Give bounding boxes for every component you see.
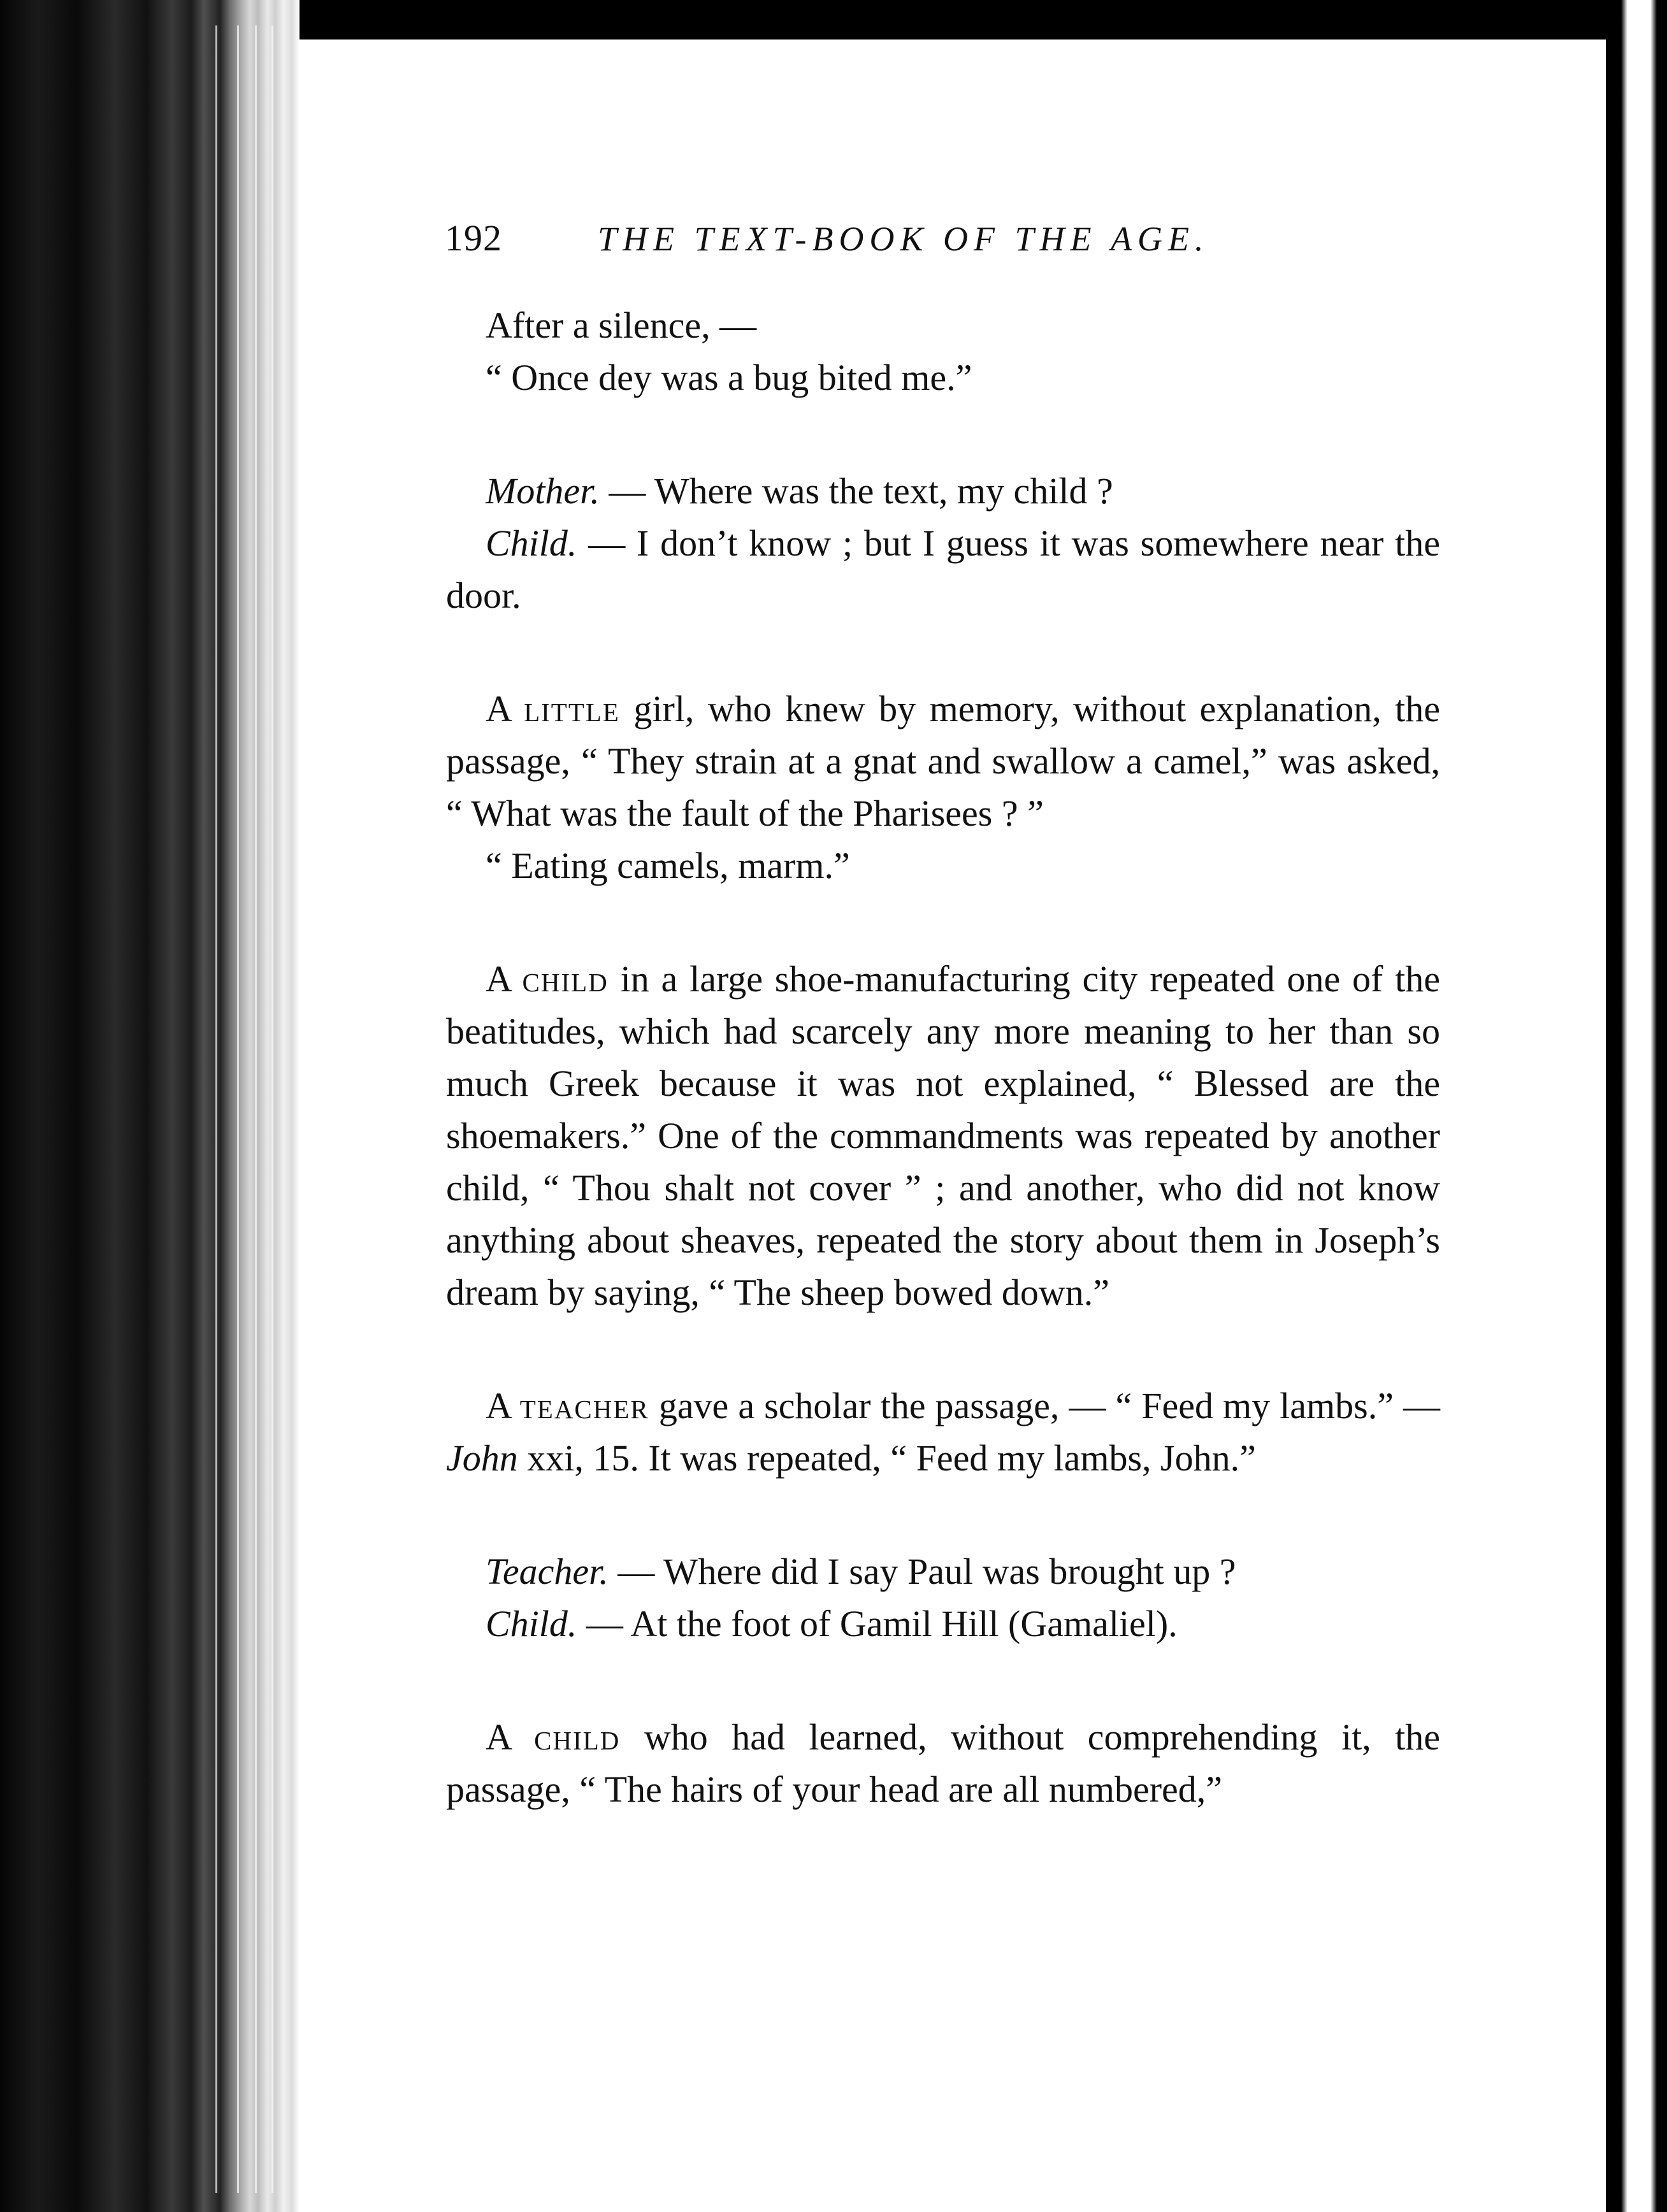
dialogue-text: — At the foot of Gamil Hill (Gamaliel). bbox=[577, 1603, 1178, 1644]
page-body bbox=[446, 299, 1440, 1816]
paragraph-text: gave a scholar the passage, — “ Feed my lambs.” — bbox=[649, 1385, 1440, 1426]
running-title: THE TEXT-BOOK OF THE AGE. bbox=[598, 220, 1209, 258]
paragraph-text: in a large shoe-manufacturing city repeated one of the beatitudes, which had scarcely any more meaning to her than so much Greek because it was not explained, “ Blessed are the shoemakers.” One of the commandments was repeated by another child, “ Thou shalt not cover ” ; and another, who did not know anything about sheaves, repeated the story about them in Joseph’s dream by saying, “ The sheep bowed down.” bbox=[446, 958, 1441, 1313]
small-caps-word: child bbox=[534, 1716, 621, 1758]
mother-dialogue bbox=[446, 465, 1440, 517]
child-dialogue bbox=[446, 1598, 1440, 1650]
child-dialogue bbox=[446, 517, 1440, 622]
page-edge-line bbox=[215, 25, 217, 2193]
small-caps-word: teacher bbox=[519, 1385, 649, 1426]
paragraph-gap bbox=[446, 1650, 1440, 1711]
anecdote-shoe-city bbox=[446, 953, 1440, 1319]
anecdote-teacher bbox=[446, 1380, 1440, 1484]
speaker-label: Child. bbox=[486, 522, 577, 564]
text-line: “ Once dey was a bug bited me.” bbox=[486, 357, 972, 398]
lead-text: A bbox=[486, 958, 523, 1000]
paragraph-gap bbox=[446, 892, 1440, 953]
paragraph-gap bbox=[446, 404, 1440, 465]
anecdote-little-girl bbox=[446, 683, 1440, 840]
paragraph-text: xxi, 15. It was repeated, “ Feed my lambs, John.” bbox=[517, 1437, 1256, 1479]
small-caps-word: little bbox=[524, 688, 620, 729]
facing-page-edge bbox=[1606, 0, 1667, 2212]
paragraph-gap bbox=[446, 1484, 1440, 1546]
anecdote-hairs bbox=[446, 1711, 1440, 1816]
paragraph-text: who had learned, without comprehending it, the passage, “ The hairs of your head are all numbered,” bbox=[446, 1716, 1441, 1810]
text-line: After a silence, — bbox=[486, 305, 757, 346]
paragraph-gap bbox=[446, 622, 1440, 683]
paragraph-gap bbox=[446, 1319, 1440, 1380]
speaker-label: Mother. bbox=[486, 470, 600, 512]
scripture-reference: John bbox=[446, 1437, 518, 1479]
teacher-dialogue bbox=[446, 1546, 1440, 1598]
speaker-label: Child. bbox=[486, 1603, 577, 1644]
running-head bbox=[445, 217, 1292, 274]
page-edge-line bbox=[237, 25, 239, 2193]
lead-text: A bbox=[486, 1716, 535, 1758]
paragraph-text: girl, who knew by memory, without explanation, the passage, “ They strain at a gnat and swallow a camel,” was asked, “ What was the fault of the Pharisees ? ” bbox=[446, 688, 1440, 834]
page-edge-line bbox=[271, 25, 273, 2193]
lead-text: A bbox=[486, 1385, 520, 1426]
dialogue-text: — Where was the text, my child ? bbox=[599, 470, 1113, 512]
speaker-label: Teacher. bbox=[486, 1551, 609, 1592]
lead-text: A bbox=[486, 688, 524, 729]
anecdote-answer: “ Eating camels, marm.” bbox=[486, 845, 850, 886]
silence-line bbox=[446, 299, 1440, 404]
page-number: 192 bbox=[445, 217, 502, 259]
small-caps-word: child bbox=[522, 958, 609, 1000]
dialogue-text: — Where did I say Paul was brought up ? bbox=[608, 1551, 1236, 1592]
dialogue-text: — I don’t know ; but I guess it was somewhere near the door. bbox=[446, 522, 1440, 616]
book-page-edges bbox=[0, 0, 299, 2212]
page-edge-line bbox=[255, 25, 257, 2193]
